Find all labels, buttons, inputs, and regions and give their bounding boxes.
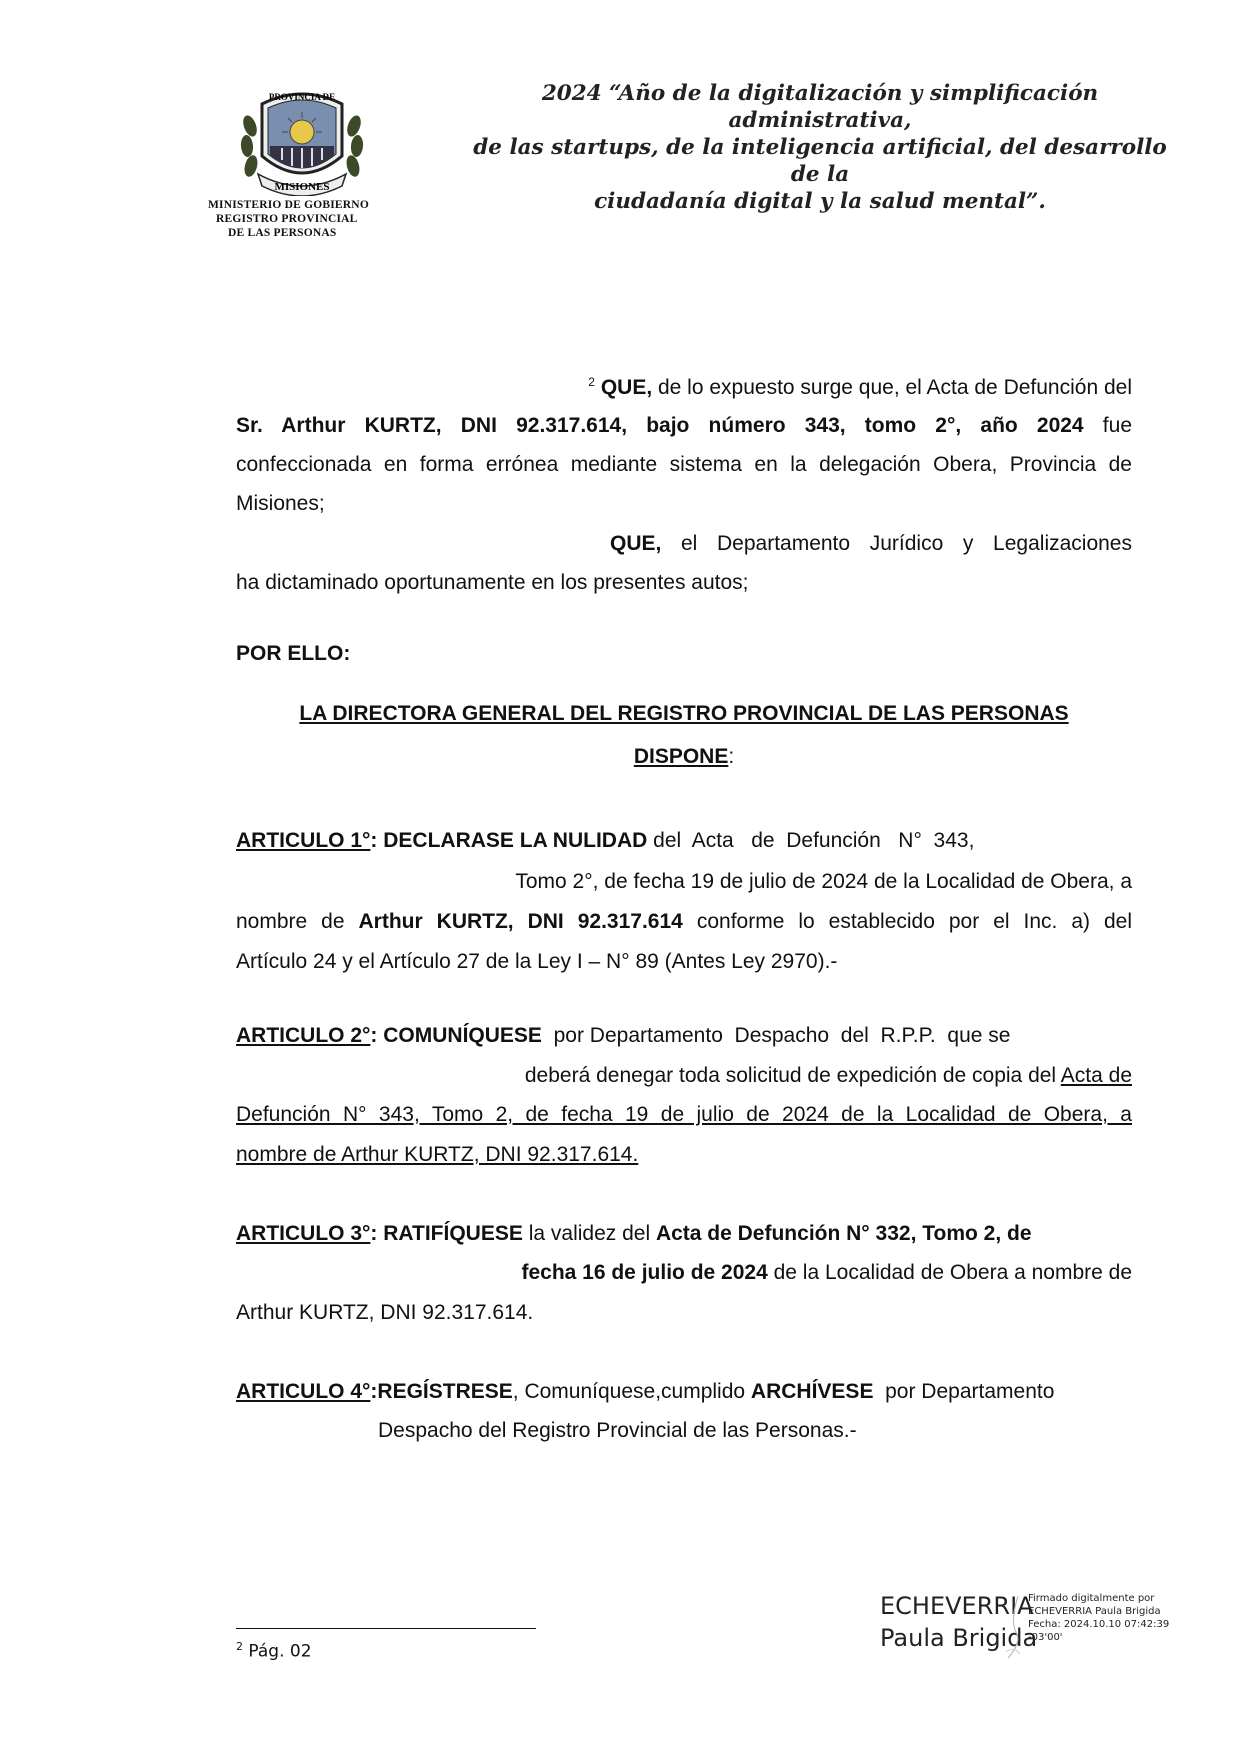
footnote: $^2$ Pág. 02 — [236, 1640, 312, 1662]
ministry-header — [208, 198, 369, 240]
ministry-line: DE LAS PERSONAS — [228, 227, 337, 239]
article-2-line2: deberá denegar toda solicitud de expedición de copia del Acta de — [524, 1064, 1132, 1087]
digital-signature-info: Firmado digitalmente por ECHEVERRIA Paula Brigida Fecha: 2024.10.10 07:42:39 -03'00' — [1028, 1593, 1170, 1643]
ministry-line: MINISTERIO DE GOBIERNO — [208, 199, 369, 211]
que2-line1: QUE, el Departamento Jurídico y Legalizaciones — [610, 532, 1132, 555]
year-motto — [470, 80, 1170, 215]
que1-line3: confeccionada en forma errónea mediante sistema en la delegación Obera, Provincia de — [236, 453, 1132, 476]
dispone-heading: DISPONE: — [633, 745, 735, 768]
article-1-line2: Tomo 2°, de fecha 19 de julio de 2024 de la Localidad de Obera, a — [515, 870, 1132, 893]
provincial-seal-logo — [238, 86, 366, 196]
que1-line1: $^2$ QUE, de lo expuesto surge que, el Acta de Defunción del — [588, 375, 1132, 399]
article-3-line3: Arthur KURTZ, DNI 92.317.614. — [236, 1301, 534, 1324]
signature-scribble — [1000, 1592, 1030, 1662]
que1-line2: Sr. Arthur KURTZ, DNI 92.317.614, bajo número 343, tomo 2°, año 2024 fue — [236, 414, 1132, 437]
article-4-line2: Despacho del Registro Provincial de las Personas.- — [378, 1419, 857, 1442]
article-1-line4: Artículo 24 y el Artículo 27 de la Ley I – N° 89 (Antes Ley 2970).- — [236, 950, 838, 973]
motto-line: 2024 “Año de la digitalización y simplificación administrativa, — [541, 81, 1099, 133]
signature-name: ECHEVERRIA Paula Brigida — [880, 1592, 1038, 1652]
article-3-line1: ARTICULO 3°: RATIFÍQUESE la validez del Acta de Defunción N° 332, Tomo 2, de — [236, 1222, 1032, 1245]
article-2-line1: ARTICULO 2°: COMUNÍQUESE por Departamento Despacho del R.P.P. que se — [236, 1024, 1011, 1047]
footnote-divider — [236, 1628, 536, 1629]
directora-heading: LA DIRECTORA GENERAL DEL REGISTRO PROVINCIAL DE LAS PERSONAS — [299, 702, 1069, 725]
que2-line2: ha dictaminado oportunamente en los presentes autos; — [236, 571, 749, 594]
article-2-line4: nombre de Arthur KURTZ, DNI 92.317.614. — [236, 1143, 639, 1166]
article-1-line3: nombre de Arthur KURTZ, DNI 92.317.614 conforme lo establecido por el Inc. a) del — [236, 910, 1133, 933]
por-ello-heading: POR ELLO: — [236, 642, 351, 665]
article-3-line2: fecha 16 de julio de 2024 de la Localidad de Obera a nombre de — [521, 1261, 1132, 1284]
article-2-line3: Defunción N° 343, Tomo 2, de fecha 19 de julio de 2024 de la Localidad de Obera, a — [236, 1103, 1132, 1126]
motto-line: ciudadanía digital y la salud mental”. — [594, 189, 1046, 214]
seal-bottom-text: MISIONES — [274, 181, 330, 193]
que1-line4: Misiones; — [236, 492, 325, 515]
article-1-line1: ARTICULO 1°: DECLARASE LA NULIDAD del Acta de Defunción N° 343, — [236, 829, 975, 852]
ministry-line: REGISTRO PROVINCIAL — [216, 213, 358, 225]
article-4-line1: ARTICULO 4°:REGÍSTRESE, Comuníquese,cumplido ARCHÍVESE por Departamento — [236, 1380, 1055, 1403]
seal-top-text: PROVINCIA DE — [268, 92, 336, 102]
motto-line: de las startups, de la inteligencia artificial, del desarrollo de la — [473, 135, 1167, 187]
